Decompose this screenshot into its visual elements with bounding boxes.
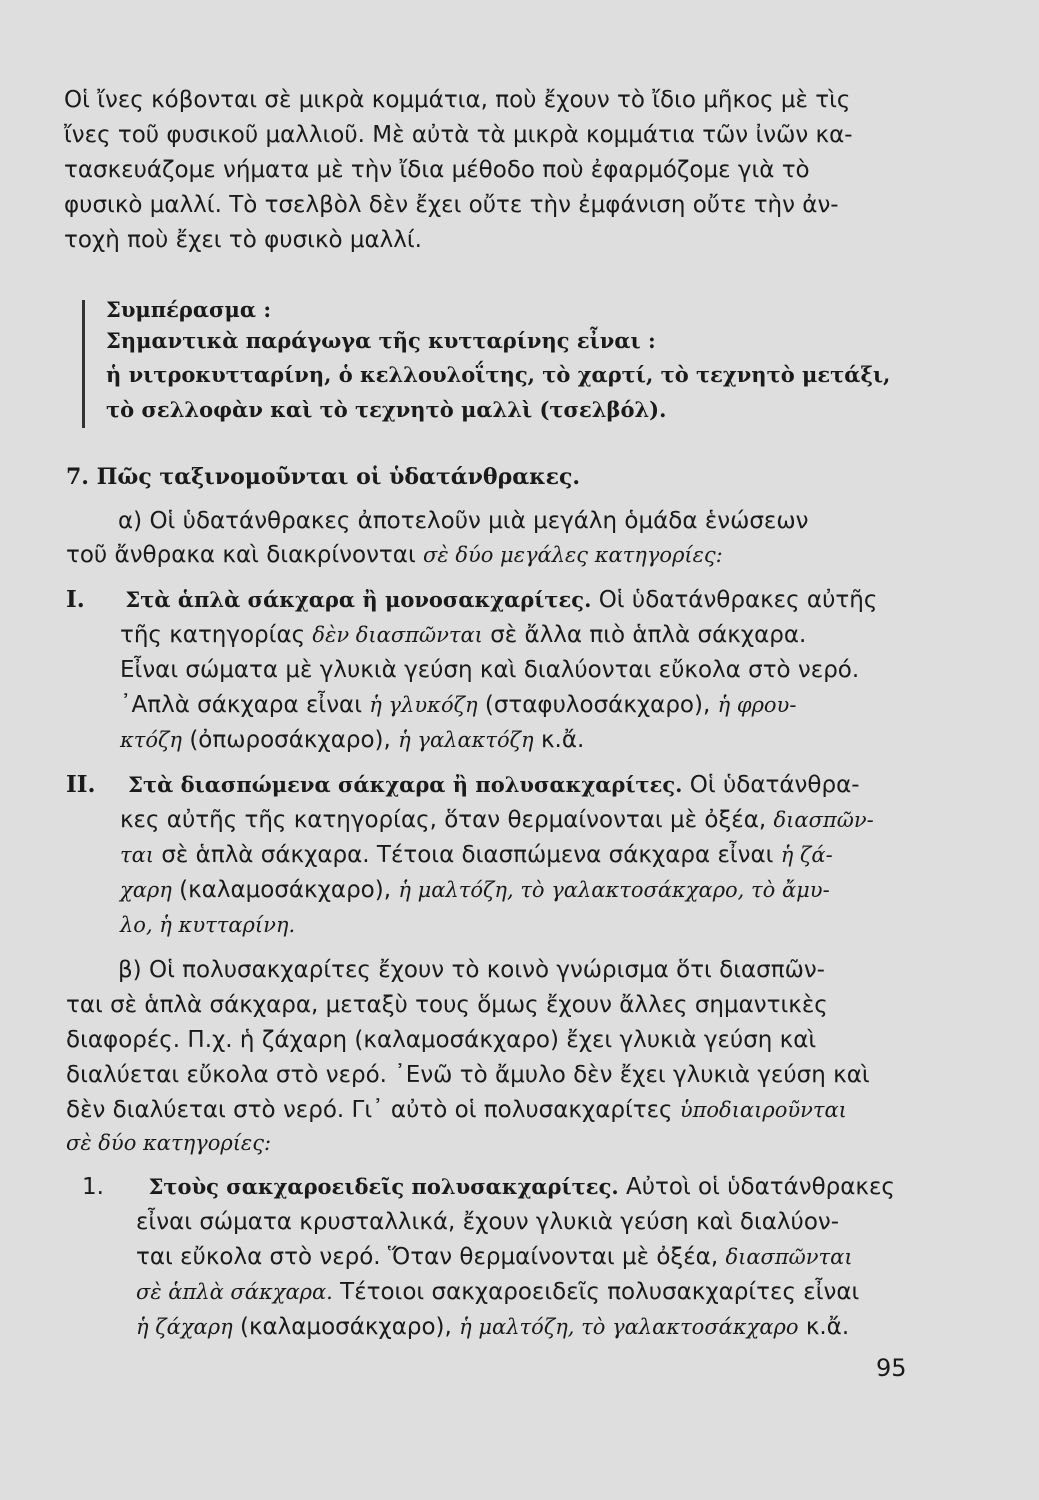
item3-text: Αὐτοὶ οἱ ὑδατάνθρακες (625, 1174, 895, 1200)
t: χαρη (120, 878, 172, 902)
alpha-line2-text: τοῦ ἄνθρακα καὶ διακρίνονται (66, 542, 416, 568)
t: Τέτοιοι σακχαροειδεῖς πολυσακχαρίτες εἶναι (340, 1279, 860, 1305)
alpha-line2-italic: σὲ δύο μεγάλες κατηγορίες: (423, 543, 723, 567)
t: τῆς κατηγορίας (120, 622, 306, 648)
t: ἡ ζά- (780, 843, 833, 867)
conclusion-bar (82, 300, 85, 428)
t: ἡ μαλτόζη, τὸ γαλακτοσάκχαρο (459, 1315, 799, 1339)
beta-line1: β) Οἱ πολυσακχαρίτες ἔχουν τὸ κοινὸ γνώρισμα ὅτι διασπῶν- (118, 957, 825, 983)
item2-text: Οἱ ὑδατάνθρα- (689, 772, 860, 798)
t: ἡ φρου- (717, 693, 797, 717)
item2-line2 (120, 805, 874, 835)
t: σὲ ἄλλα πιὸ ἁπλὰ σάκχαρα. (490, 622, 807, 648)
item2-num: ΙΙ. (66, 771, 96, 798)
item1-line4 (120, 690, 796, 720)
item1-line2 (120, 620, 806, 650)
t: ᾿Απλὰ σάκχαρα εἶναι (120, 692, 362, 718)
t: ἡ μαλτόζη, τὸ γαλακτοσάκχαρο, τὸ ἄμυ- (398, 878, 830, 902)
item3-line1 (82, 1172, 895, 1202)
item3-line4 (136, 1277, 859, 1307)
t: κ.ἄ. (540, 727, 585, 753)
item3-line5 (136, 1312, 849, 1342)
t: (καλαμοσάκχαρο), (239, 1314, 452, 1340)
t: ἡ ζάχαρη (136, 1315, 233, 1339)
beta-line3: διαφορές. Π.χ. ἡ ζάχαρη (καλαμοσάκχαρο) ἔχει γλυκιὰ γεύση καὶ (66, 1027, 817, 1053)
item1-line3: Εἶναι σώματα μὲ γλυκιὰ γεύση καὶ διαλύονται εὔκολα στὸ νερό. (120, 657, 860, 683)
item1-title: Στὰ ἁπλὰ σάκχαρα ἢ μονοσακχαρίτες. (125, 587, 592, 612)
para1-line1: Οἱ ἴνες κόβονται σὲ μικρὰ κομμάτια, ποὺ ἔχουν τὸ ἴδιο μῆκος μὲ τὶς (64, 87, 851, 113)
t: ἡ γαλακτόζη (398, 728, 534, 752)
alpha-line1: α) Οἱ ὑδατάνθρακες ἀποτελοῦν μιὰ μεγάλη ὁμάδα ἑνώσεων (118, 508, 809, 534)
alpha-line2 (66, 540, 723, 570)
t: ται εὔκολα στὸ νερό. Ὅταν θερμαίνονται μὲ ὀξέα, (136, 1244, 719, 1270)
item3-num: 1. (82, 1174, 104, 1200)
t: (σταφυλοσάκχαρο), (484, 692, 711, 718)
t: κτόζη (120, 728, 182, 752)
conclusion-line2: ἡ νιτροκυτταρίνη, ὁ κελλουλοΐτης, τὸ χαρτί, τὸ τεχνητὸ μετάξι, (106, 362, 891, 387)
t: (καλαμοσάκχαρο), (179, 877, 392, 903)
item3-title: Στοὺς σακχαροειδεῖς πολυσακχαρίτες. (148, 1174, 619, 1199)
t: διασπῶνται (725, 1245, 853, 1269)
item2-line1 (66, 770, 860, 800)
t: διασπῶν- (773, 808, 874, 832)
t: ται (120, 843, 155, 867)
item3-line2: εἶναι σώματα κρυσταλλικά, ἔχουν γλυκιὰ γεύση καὶ διαλύον- (136, 1209, 840, 1235)
para1-line4: φυσικὸ μαλλί. Τὸ τσελβὸλ δὲν ἔχει οὔτε τὴν ἐμφάνιση οὔτε τὴν ἀν- (64, 192, 839, 218)
beta-line5 (66, 1095, 847, 1125)
item2-line5: λο, ἡ κυτταρίνη. (120, 913, 296, 937)
item1-line1 (66, 585, 877, 615)
conclusion-heading: Συμπέρασμα : (106, 297, 272, 322)
beta-line4: διαλύεται εὔκολα στὸ νερό. ᾿Ενῶ τὸ ἄμυλο δὲν ἔχει γλυκιὰ γεύση καὶ (66, 1062, 870, 1088)
page-number: 95 (876, 1354, 907, 1382)
para1-line2: ἴνες τοῦ φυσικοῦ μαλλιοῦ. Μὲ αὐτὰ τὰ μικρὰ κομμάτια τῶν ἰνῶν κα- (64, 122, 853, 148)
t: σὲ ἁπλὰ σάκχαρα. (136, 1280, 333, 1304)
beta-line2: ται σὲ ἁπλὰ σάκχαρα, μεταξὺ τους ὅμως ἔχουν ἄλλες σημαντικὲς (66, 992, 828, 1018)
section-title: 7. Πῶς ταξινομοῦνται οἱ ὑδατάνθρακες. (66, 464, 581, 490)
item1-num: Ι. (66, 586, 85, 613)
item1-text: Οἱ ὑδατάνθρακες αὐτῆς (598, 587, 878, 613)
item2-line3 (120, 840, 833, 870)
item2-title: Στὰ διασπώμενα σάκχαρα ἢ πολυσακχαρίτες. (128, 772, 683, 797)
item1-line5 (120, 725, 584, 755)
conclusion-line3: τὸ σελλοφὰν καὶ τὸ τεχνητὸ μαλλὶ (τσελβόλ). (106, 397, 667, 422)
t: δὲν διασπῶνται (312, 623, 483, 647)
t: κες αὐτῆς τῆς κατηγορίας, ὅταν θερμαίνονται μὲ ὀξέα, (120, 807, 767, 833)
item2-line4 (120, 875, 830, 905)
t: κ.ἄ. (805, 1314, 850, 1340)
t: σὲ ἁπλὰ σάκχαρα. Τέτοια διασπώμενα σάκχαρα εἶναι (161, 842, 774, 868)
t: δὲν διαλύεται στὸ νερό. Γι᾿ αὐτὸ οἱ πολυσακχαρίτες (66, 1097, 673, 1123)
para1-line3: τασκευάζομε νήματα μὲ τὴν ἴδια μέθοδο ποὺ ἐφαρμόζομε γιὰ τὸ (64, 157, 810, 183)
t: (ὀπωροσάκχαρο), (189, 727, 391, 753)
t: ἡ γλυκόζη (369, 693, 478, 717)
beta-line6: σὲ δύο κατηγορίες: (66, 1131, 272, 1155)
t: ὑποδιαιροῦνται (679, 1098, 847, 1122)
para1-line5: τοχὴ ποὺ ἔχει τὸ φυσικὸ μαλλί. (64, 227, 422, 253)
item3-line3 (136, 1242, 853, 1272)
conclusion-line1: Σημαντικὰ παράγωγα τῆς κυτταρίνης εἶναι : (106, 328, 656, 353)
